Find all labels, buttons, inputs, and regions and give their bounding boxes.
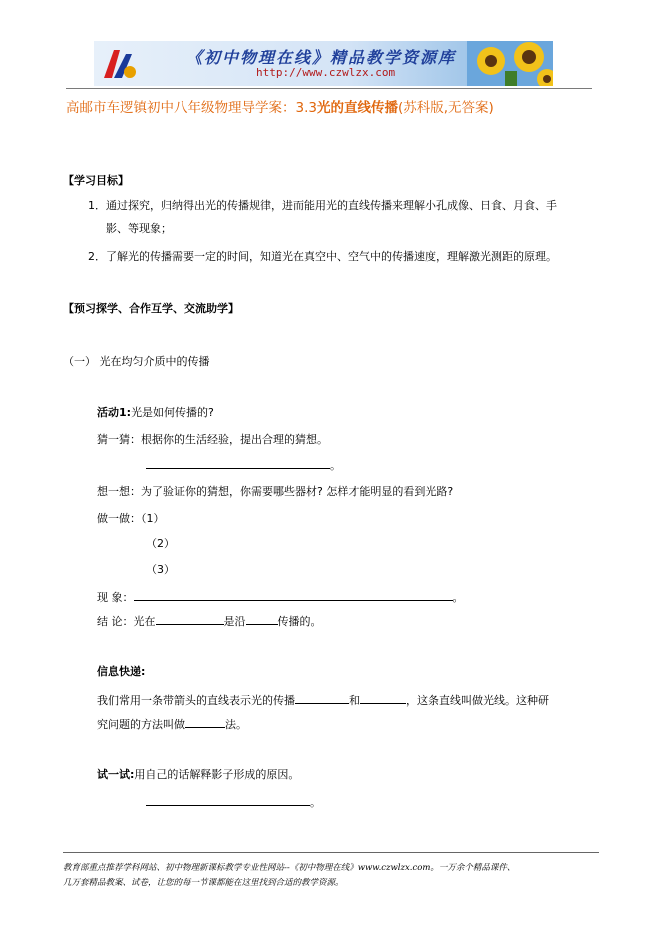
goal-1-line-2: 影、等现象； (106, 222, 172, 235)
do-step-1: （1） (141, 512, 165, 525)
footer-line-1: 教育部重点推荐学科网站、初中物理新课标教学专业性网站--《初中物理在线》www.czwlzx.com。一万余个精品课件、 (63, 863, 516, 873)
do-it (97, 512, 165, 526)
goal-1-line-1: 1．通过探究，归纳得出光的传播规律，进而能用光的直线传播来理解小孔成像、日食、月食、手 (88, 199, 557, 212)
try-text: 用自己的话解释影子形成的原因。 (134, 768, 300, 781)
header-rule (66, 88, 592, 89)
conclusion-line[interactable]: 结 论：光在 是沿 传播的。 (97, 615, 322, 628)
do-step-2: （2） (146, 537, 175, 550)
think-prompt: 想一想：为了验证你的猜想，你需要哪些器材? 怎样才能明显的看到光路? (97, 485, 454, 498)
part-1-heading: （一） 光在均匀介质中的传播 (63, 355, 210, 368)
guess-answer-line[interactable]: 。 (146, 457, 341, 473)
sunflower-image (467, 41, 553, 86)
page-title (66, 96, 592, 116)
goal-2: 2．了解光的传播需要一定的时间，知道光在真空中、空气中的传播速度，理解激光测距的原理。 (88, 250, 557, 263)
do-label: 做一做： (97, 512, 141, 525)
guess-prompt: 猜一猜：根据你的生活经验，提出合理的猜想。 (97, 433, 328, 446)
title-suffix: (苏科版,无答案) (397, 100, 494, 116)
section-study-heading: 【预习探学、合作互学、交流助学】 (63, 302, 239, 315)
try-answer-line[interactable]: 。 (146, 794, 321, 810)
banner-title: 《初中物理在线》精品教学资源库 (186, 48, 457, 67)
try-it (97, 768, 299, 782)
activity-1-text: 光是如何传播的? (131, 406, 214, 419)
info-line-1[interactable]: 我们常用一条带箭头的直线表示光的传播 和 ，这条直线叫做光线。这种研 (97, 694, 549, 707)
activity-1 (97, 406, 214, 420)
title-prefix: 高邮市车逻镇初中八年级物理导学案：3.3 (66, 100, 317, 116)
section-goals-heading: 【学习目标】 (63, 174, 129, 187)
header-banner (94, 41, 553, 86)
info-heading: 信息快递: (97, 665, 146, 678)
site-logo (100, 44, 140, 84)
info-line-2[interactable]: 究问题的方法叫做 法。 (97, 718, 247, 731)
do-step-3: （3） (146, 563, 175, 576)
activity-1-label: 活动1: (97, 406, 132, 419)
banner-url[interactable]: http://www.czwlzx.com (256, 66, 396, 79)
footer-rule (63, 852, 599, 853)
footer-line-2: 几万套精品教案、试卷，让您的每一节课都能在这里找到合适的教学资源。 (63, 878, 344, 888)
try-label: 试一试: (97, 768, 135, 781)
phenomenon-line[interactable]: 现 象： 。 (97, 591, 464, 604)
title-topic: 光的直线传播 (316, 100, 398, 116)
